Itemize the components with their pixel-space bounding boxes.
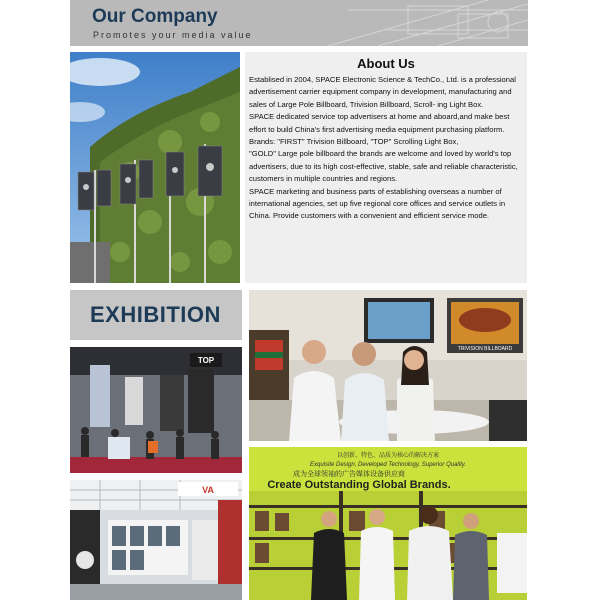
team-wall-slogan: Create Outstanding Global Brands. (267, 479, 451, 491)
hall-sign-text: VA (202, 485, 214, 495)
about-paragraph: SPACE marketing and business parts of establishing overseas a number of international agencies, set up five regional core offices and service outlets in China. Provide customers with a convenient and efficient service mode. (249, 186, 506, 221)
green-wall-billboard-photo (70, 52, 240, 283)
meeting-photo (249, 290, 527, 441)
billboard-screen-text: TRIVISION BILLBOARD (457, 346, 513, 352)
about-us-heading: About Us (357, 56, 415, 71)
exhibition-hall-photo (70, 480, 242, 600)
exhibition-booth-photo (70, 347, 242, 473)
about-us-text (249, 74, 525, 223)
about-paragraph: SPACE dedicated service top advertisers at home and aboard,and make best effort to build China's first advertising media equipment purchasing platform. (249, 112, 510, 134)
company-header (70, 0, 528, 46)
exhibition-label: EXHIBITION (90, 302, 221, 327)
team-wall-cn-line-2: 成为全球领袖的广告媒体设备供应商 (293, 470, 405, 478)
company-tagline: Promotes your media value (93, 30, 253, 40)
team-wall-en-line: Exquisite Design, Developed Technology, Superior Quality. (310, 462, 466, 468)
header-decoration (288, 0, 528, 46)
team-wall-cn-line: 以创新、特色、品质为核心的解决方案 (336, 452, 440, 459)
about-paragraph: Establised in 2004, SPACE Electronic Science & TechCo., Ltd. is a professional advertisement carrier equipment company in development, manufacturing and sales of Large Pole Billboard, Trivision Billboard, Scroll- ing Light Box. (249, 75, 516, 109)
exhibition-banner (70, 290, 242, 340)
about-paragraph: Brands: "FIRST" Trivision Billboard, "TOP" Scrolling Light Box, (249, 137, 459, 147)
booth-sign-text: TOP (197, 356, 215, 365)
about-paragraph: "GOLD" Large pole billboard the brands are welcome and loved by world's top advertisers, due to its high cost-effective, stable, safe and reliable characteristic, customers in multiple countries and regions. (249, 149, 518, 184)
team-photo (249, 447, 527, 600)
about-us-panel (245, 52, 527, 283)
company-title: Our Company (92, 6, 218, 27)
